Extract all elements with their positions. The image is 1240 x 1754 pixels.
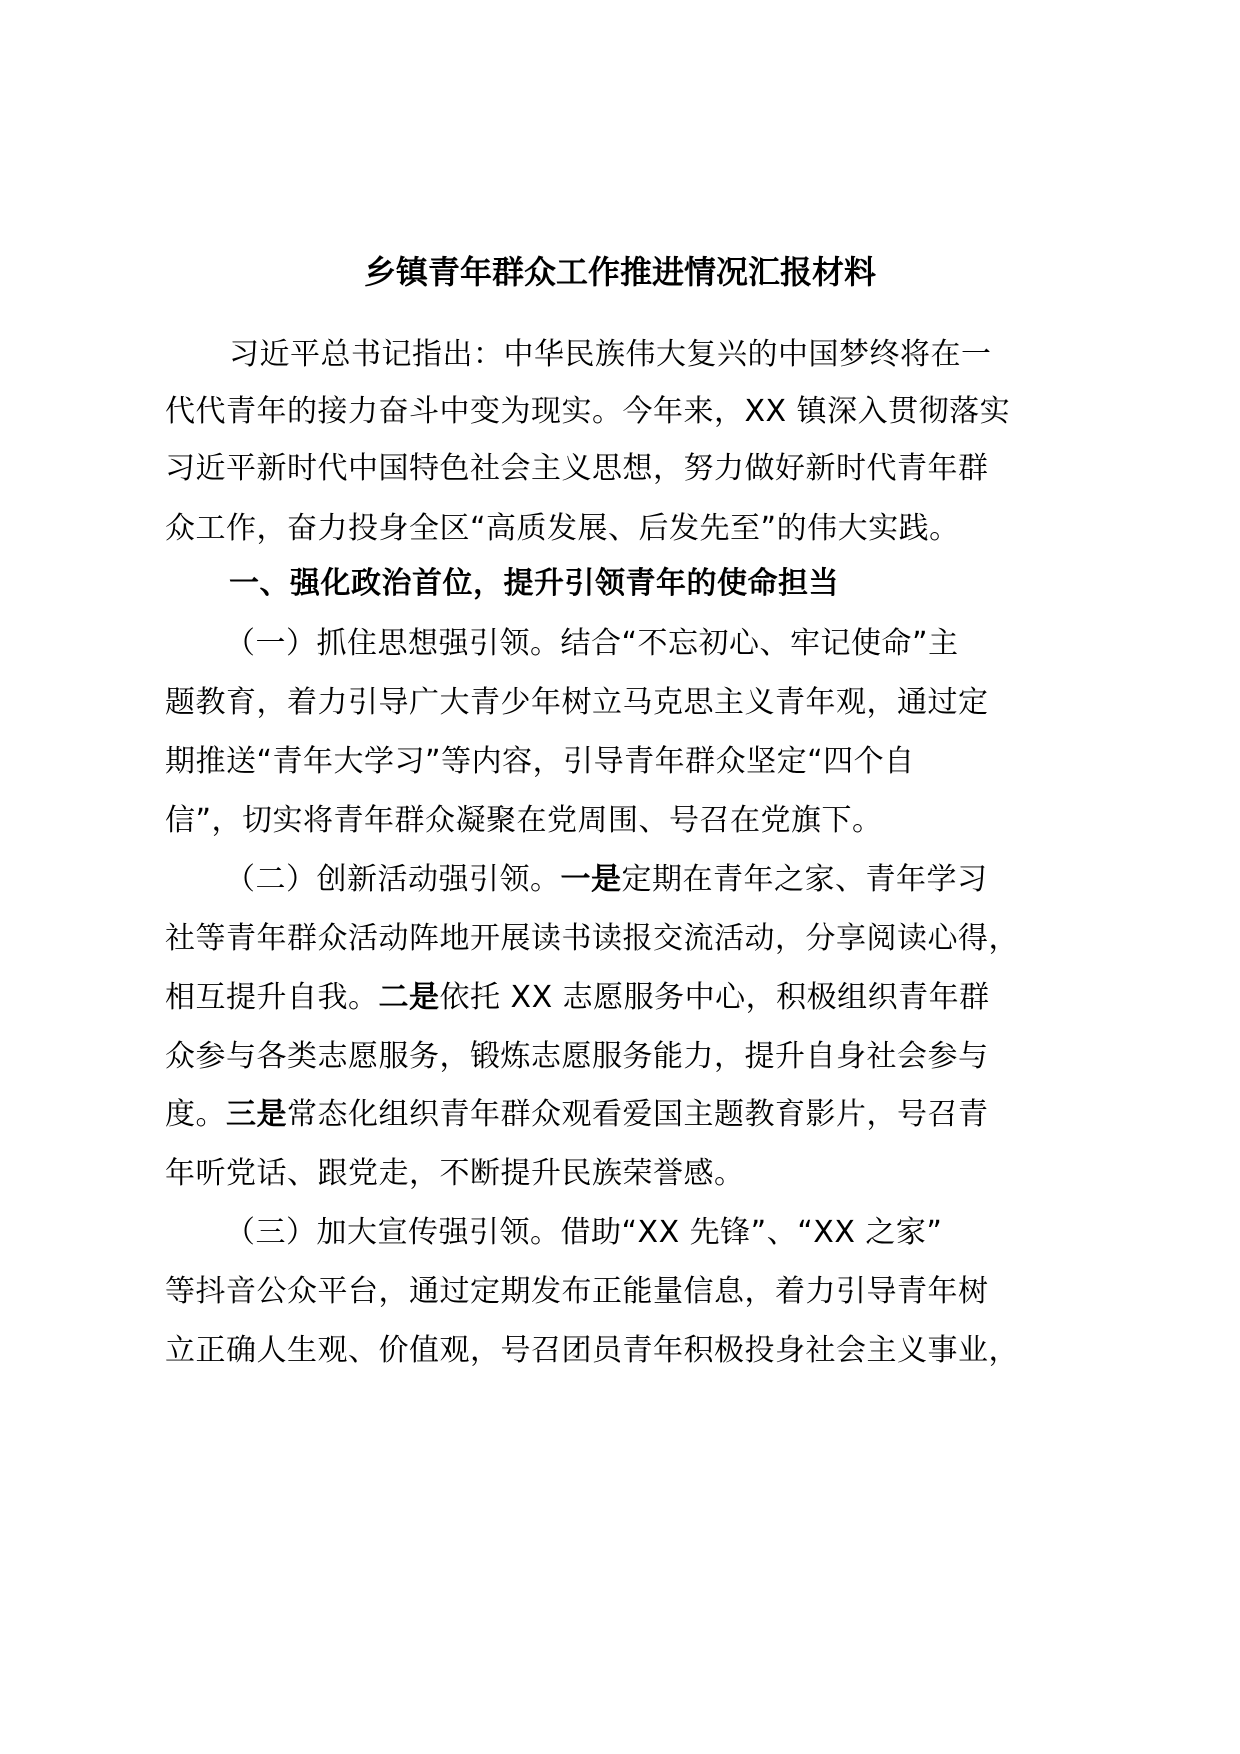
item-1-line-1: （一）抓住思想强引领。结合“不忘初心、牢记使命”主 xyxy=(225,626,959,661)
item-2-line-4: 众参与各类志愿服务，锻炼志愿服务能力，提升自身社会参与 xyxy=(165,1039,989,1074)
item-2-line-1-prefix: （二）创新活动强引领。 xyxy=(225,862,561,897)
item-2-line-5-suffix: 常态化组织青年群众观看爱国主题教育影片，号召青 xyxy=(287,1097,989,1132)
item-3-line-2: 等抖音公众平台，通过定期发布正能量信息，着力引导青年树 xyxy=(165,1274,989,1309)
intro-line-1: 习近平总书记指出：中华民族伟大复兴的中国梦终将在一 xyxy=(229,337,992,372)
item-2-line-5 xyxy=(165,1093,1125,1137)
item-2-line-5-prefix: 度。 xyxy=(165,1097,226,1132)
item-2-emphasis-first: 一是 xyxy=(560,862,622,897)
item-2-emphasis-third: 三是 xyxy=(226,1097,287,1132)
item-1-line-4: 信”，切实将青年群众凝聚在党周围、号召在党旗下。 xyxy=(165,803,883,838)
item-2-line-1 xyxy=(225,858,1185,902)
section-1-heading: 一、强化政治首位，提升引领青年的使命担当 xyxy=(229,566,839,601)
item-2-emphasis-second: 二是 xyxy=(378,980,440,1015)
intro-line-3: 习近平新时代中国特色社会主义思想，努力做好新时代青年群 xyxy=(165,451,989,486)
item-2-line-1-suffix: 定期在青年之家、青年学习 xyxy=(621,862,988,897)
item-2-line-6: 年听党话、跟党走，不断提升民族荣誉感。 xyxy=(165,1156,745,1191)
item-2-line-3 xyxy=(165,976,1125,1020)
item-3-line-1: （三）加大宣传强引领。借助“XX 先锋”、“XX 之家” xyxy=(225,1215,943,1250)
item-1-line-3: 期推送“青年大学习”等内容，引导青年群众坚定“四个自 xyxy=(165,744,915,779)
item-2-line-3-prefix: 相互提升自我。 xyxy=(165,980,379,1015)
item-3-line-3: 立正确人生观、价值观，号召团员青年积极投身社会主义事业， xyxy=(165,1333,1019,1368)
intro-line-4: 众工作，奋力投身全区“高质发展、后发先至”的伟大实践。 xyxy=(165,511,960,546)
item-1-line-2: 题教育，着力引导广大青少年树立马克思主义青年观，通过定 xyxy=(165,685,989,720)
item-2-line-3-suffix: 依托 XX 志愿服务中心，积极组织青年群 xyxy=(439,980,990,1015)
intro-line-2: 代代青年的接力奋斗中变为现实。今年来，XX 镇深入贯彻落实 xyxy=(165,394,1011,429)
document-title: 乡镇青年群众工作推进情况汇报材料 xyxy=(363,253,876,291)
item-2-line-2: 社等青年群众活动阵地开展读书读报交流活动，分享阅读心得， xyxy=(165,921,1019,956)
